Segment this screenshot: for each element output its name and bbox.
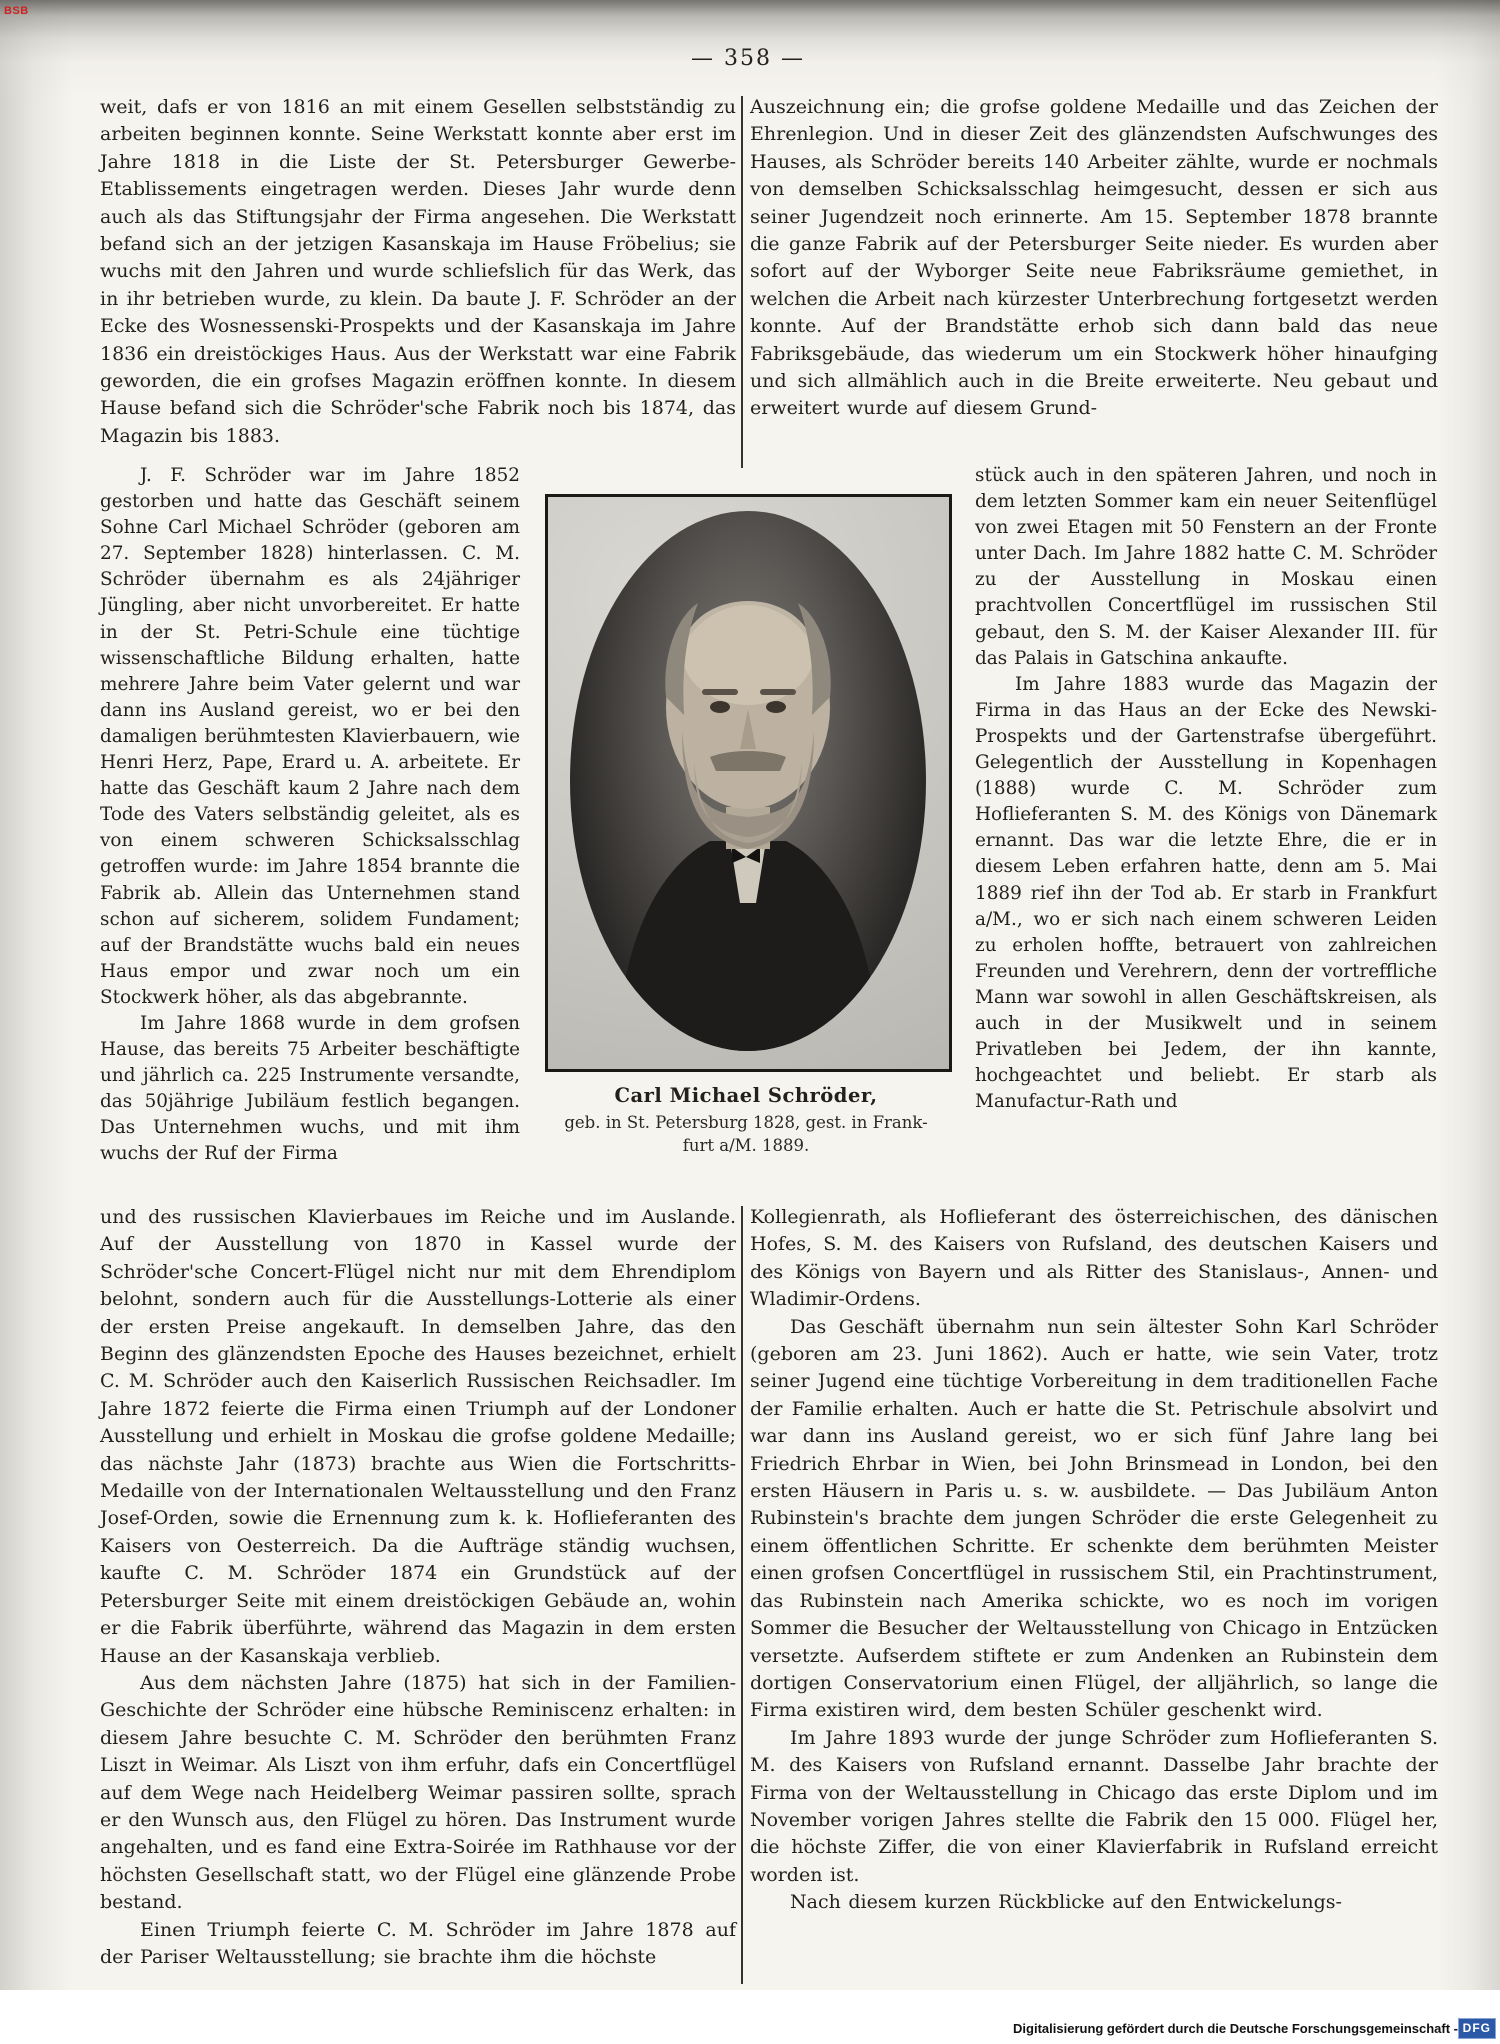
paragraph: Einen Triumph feierte C. M. Schröder im Jahre 1878 auf der Pariser Weltausstellung; sie brachte ihm die höchste xyxy=(100,1918,736,1968)
paragraph: Im Jahre 1893 wurde der junge Schröder zum Hoflieferanten S. M. des Kaisers von Rufsland ernannt. Dasselbe Jahr brachte der Firma von der Weltausstellung in Chicago das erste Diplom und im November vorigen Jahres stellte die Fabrik den 15 000. Flügel her, die höchste Ziffer, die von einer Klavierfabrik in Rufsland erreicht worden ist. xyxy=(750,1726,1438,1886)
paragraph: J. F. Schröder war im Jahre 1852 gestorben und hatte das Geschäft seinem Sohne Carl Michael Schröder (geboren am 27. September 1828) hinterlassen. C. M. Schröder übernahm es als 24jähriger Jüngling, aber nicht unvorbereitet. Er hatte in der St. Petri-Schule eine tüchtige wissenschaftliche Bildung erhalten, hatte mehrere Jahre beim Vater gelernt und war dann ins Ausland gereist, wo er bei den damaligen berühmtesten Klavierbauern, wie Henri Herz, Pape, Erard u. A. arbeitete. Er hatte das Geschäft kaum 2 Jahre nach dem Tode des Vaters selbständig geleitet, als es von einem schweren Schicksalsschlag getroffen wurde: im Jahre 1854 brannte die Fabrik ab. Allein das Unternehmen stand schon auf sicherem, solidem Fundament; auf der Brandstätte wuchs bald ein neues Haus empor und zwar noch um ein Stockwerk höher, als das abgebrannte. xyxy=(100,465,520,1008)
paragraph: Im Jahre 1883 wurde das Magazin der Firma in das Haus an der Ecke des Newski-Prospekts und der Gartenstrafse übergeführt. Gelegentlich der Ausstellung in Kopenhagen (1888) wurde C. M. Schröder zum Hoflieferanten S. M. des Königs von Dänemark ernannt. Das war die letzte Ehre, die er in diesem Leben erfahren hatte, denn am 5. Mai 1889 rief ihn der Tod ab. Er starb in Frankfurt a/M., wo er sich nach einem schweren Leiden zu erholen hoffte, betrauert von zahlreichen Freunden und Verehrern, denn der vortreffliche Mann war sowohl in allen Geschäftskreisen, als auch in der Musikwelt und in seinem Privatleben bei Jedem, der ihn kannte, hochgeachtet und beliebt. Er starb als Manufactur-Rath und xyxy=(975,673,1437,1113)
paragraph: Das Geschäft übernahm nun sein ältester Sohn Karl Schröder (geboren am 23. Juni 1862). Auch er hatte, wie sein Vater, trotz seiner Jugend eine tüchtige Vorbereitung in dem traditionellen Fache der Familie erhalten. Auch er hatte die St. Petrischule absolvirt und war dann ins Ausland gereist, wo er sich fünf Jahre lang bei Friedrich Ehrbar in Wien, bei John Brinsmead in London, bei den ersten Häusern in Paris u. s. w. ausbildete. — Das Jubiläum Anton Rubinstein's brachte dem jungen Schröder die erste Gelegenheit zu einem öffentlichen Schritte. Er schenkte dem berühmten Meister einen grofsen Concertflügel in russischem Stil, ein Prachtinstrument, das Rubinstein nach Amerika schickte, wo es noch im vorigen Sommer die Besucher der Weltausstellung von Chicago in Entzücken versetzte. Aufserdem stiftete er zum Andenken an Rubinstein dem dortigen Conservatorium einen Flügel, der alljährlich, so lange die Firma existiren wird, dem besten Schüler geschenkt wird. xyxy=(750,1315,1438,1722)
paragraph: stück auch in den späteren Jahren, und noch in dem letzten Sommer kam ein neuer Seitenflügel von zwei Etagen mit 50 Fenstern an der Fronte unter Dach. Im Jahre 1882 hatte C. M. Schröder zu der Ausstellung in Moskau einen prachtvollen Concertflügel im russischen Stil gebaut, den S. M. der Kaiser Alexander III. für das Palais in Gatschina ankaufte. xyxy=(975,465,1437,669)
column-divider-top xyxy=(741,96,743,468)
paragraph: weit, dafs er von 1816 an mit einem Gesellen selbstständig zu arbeiten beginnen konnte. Seine Werkstatt konnte aber erst im Jahre 1818 in die Liste der St. Petersburger Gewerbe-Etablissements eingetragen werden. Dieses Jahr wurde denn auch als das Stiftungsjahr der Firma angesehen. Die Werkstatt befand sich an der jetzigen Kasanskaja im Hause Fröbelius; sie wuchs mit den Jahren und wurde schliefslich für das Werk, das in ihr betrieben wurde, zu klein. Da baute J. F. Schröder an der Ecke des Wosnessenski-Prospekts und der Kasanskaja im Jahre 1836 ein dreistöckiges Haus. Aus der Werkstatt war eine Fabrik geworden, die ein grofses Magazin eröffnen konnte. In diesem Hause befand sich die Schröder'sche Fabrik noch bis 1874, das Magazin bis 1883. xyxy=(100,96,736,447)
left-column-beside-portrait xyxy=(100,463,520,1168)
figure-caption-line2: furt a/M. 1889. xyxy=(682,1136,810,1155)
paragraph: Im Jahre 1868 wurde in dem grofsen Hause, das bereits 75 Arbeiter beschäftigte und jährlich ca. 225 Instrumente versandte, das 50jährige Jubiläum festlich begangen. Das Unternehmen wuchs, und mit ihm wuchs der Ruf der Firma xyxy=(100,1012,520,1165)
left-column-bottom xyxy=(100,1204,736,1971)
figure-caption-line1: geb. in St. Petersburg 1828, gest. in Frank- xyxy=(564,1113,928,1132)
bsb-watermark: BSB xyxy=(4,5,29,17)
paragraph: Nach diesem kurzen Rückblicke auf den Entwickelungs- xyxy=(790,1891,1342,1914)
portrait-photo xyxy=(570,511,926,1051)
portrait-frame xyxy=(545,494,952,1072)
page-number: — 358 — xyxy=(691,46,805,71)
paragraph: Kollegienrath, als Hoflieferant des österreichischen, des dänischen Hofes, S. M. des Kaisers von Rufsland, des deutschen Kaisers und des Königs von Bayern und als Ritter des Stanislaus-, Annen- und Wladimir-Ordens. xyxy=(750,1206,1438,1311)
figure-caption xyxy=(540,1084,952,1157)
portrait-man-icon xyxy=(570,511,926,1051)
column-divider-bottom xyxy=(741,1206,743,1984)
paragraph: Auszeichnung ein; die grofse goldene Medaille und das Zeichen der Ehrenlegion. Und in dieser Zeit des glänzendsten Aufschwunges des Hauses, als Schröder bereits 140 Arbeiter zählte, wurde er nochmals von demselben Schicksalsschlag heimgesucht, dessen er sich aus seiner Jugendzeit noch erinnerte. Am 15. September 1878 brannte die ganze Fabrik auf der Petersburger Seite nieder. Es wurden aber sofort auf der Wyborger Seite neue Fabriksräume gemiethet, in welchen die Arbeit nach kürzester Unterbrechung fortgesetzt werden konnte. Auf der Brandstätte erhob sich dann bald das neue Fabriksgebäude, das wiederum um ein Stockwerk höher hinaufging und sich allmählich auch in die Breite erweiterte. Neu gebaut und erweitert wurde auf diesem Grund- xyxy=(750,96,1438,420)
paragraph: und des russischen Klavierbaues im Reiche und im Auslande. Auf der Ausstellung von 1870 in Kassel wurde der Schröder'sche Concert-Flügel nicht nur mit dem Ehrendiplom belohnt, sondern auch für die Ausstellungs-Lotterie als einer der ersten Preise angekauft. In demselben Jahre, das den Beginn des glänzendsten Epoche des Hauses bezeichnet, erhielt C. M. Schröder auch den Kaiserlich Russischen Reichsadler. Im Jahre 1872 feierte die Firma einen Triumph auf der Londoner Ausstellung und erhielt in Moskau die grofse goldene Medaille; das nächste Jahr (1873) brachte aus Wien die Fortschritts-Medaille von der Internationalen Weltausstellung und den Franz Josef-Orden, sowie die Ernennung zum k. k. Hoflieferanten des Kaisers von Oesterreich. Da die Aufträge ständig wuchsen, kaufte C. M. Schröder 1874 ein Grundstück auf der Petersburger Seite mit einem dreistöckigen Gebäude an, wohin er die Fabrik überführte, während das Magazin in dem ersten Hause an der Kasanskaja verblieb. xyxy=(100,1206,736,1667)
paragraph: Aus dem nächsten Jahre (1875) hat sich in der Familien-Geschichte der Schröder eine hübsche Reminiscenz erhalten: in diesem Jahre besuchte C. M. Schröder den berühmten Franz Liszt in Weimar. Als Liszt von ihm erfuhr, dafs ein Concertflügel auf dem Wege nach Heidelberg Weimar passiren sollte, sprach er den Wunsch aus, den Flügel zu hören. Das Instrument wurde angehalten, und es fand eine Extra-Soirée im Rathhause vor der höchsten Gesellschaft statt, wo der Flügel eine glänzende Probe bestand. xyxy=(100,1671,736,1914)
right-column-top xyxy=(750,94,1438,423)
left-column-top xyxy=(100,94,736,450)
digitization-footer-strip xyxy=(0,1990,1500,2044)
right-column-beside-portrait xyxy=(975,463,1437,1115)
right-column-bottom xyxy=(750,1204,1438,1917)
dfg-logo: DFG xyxy=(1458,2018,1496,2039)
figure-caption-title: Carl Michael Schröder, xyxy=(614,1084,878,1107)
digitization-credit: Digitalisierung gefördert durch die Deutsche Forschungsgemeinschaft - xyxy=(1013,2021,1458,2036)
